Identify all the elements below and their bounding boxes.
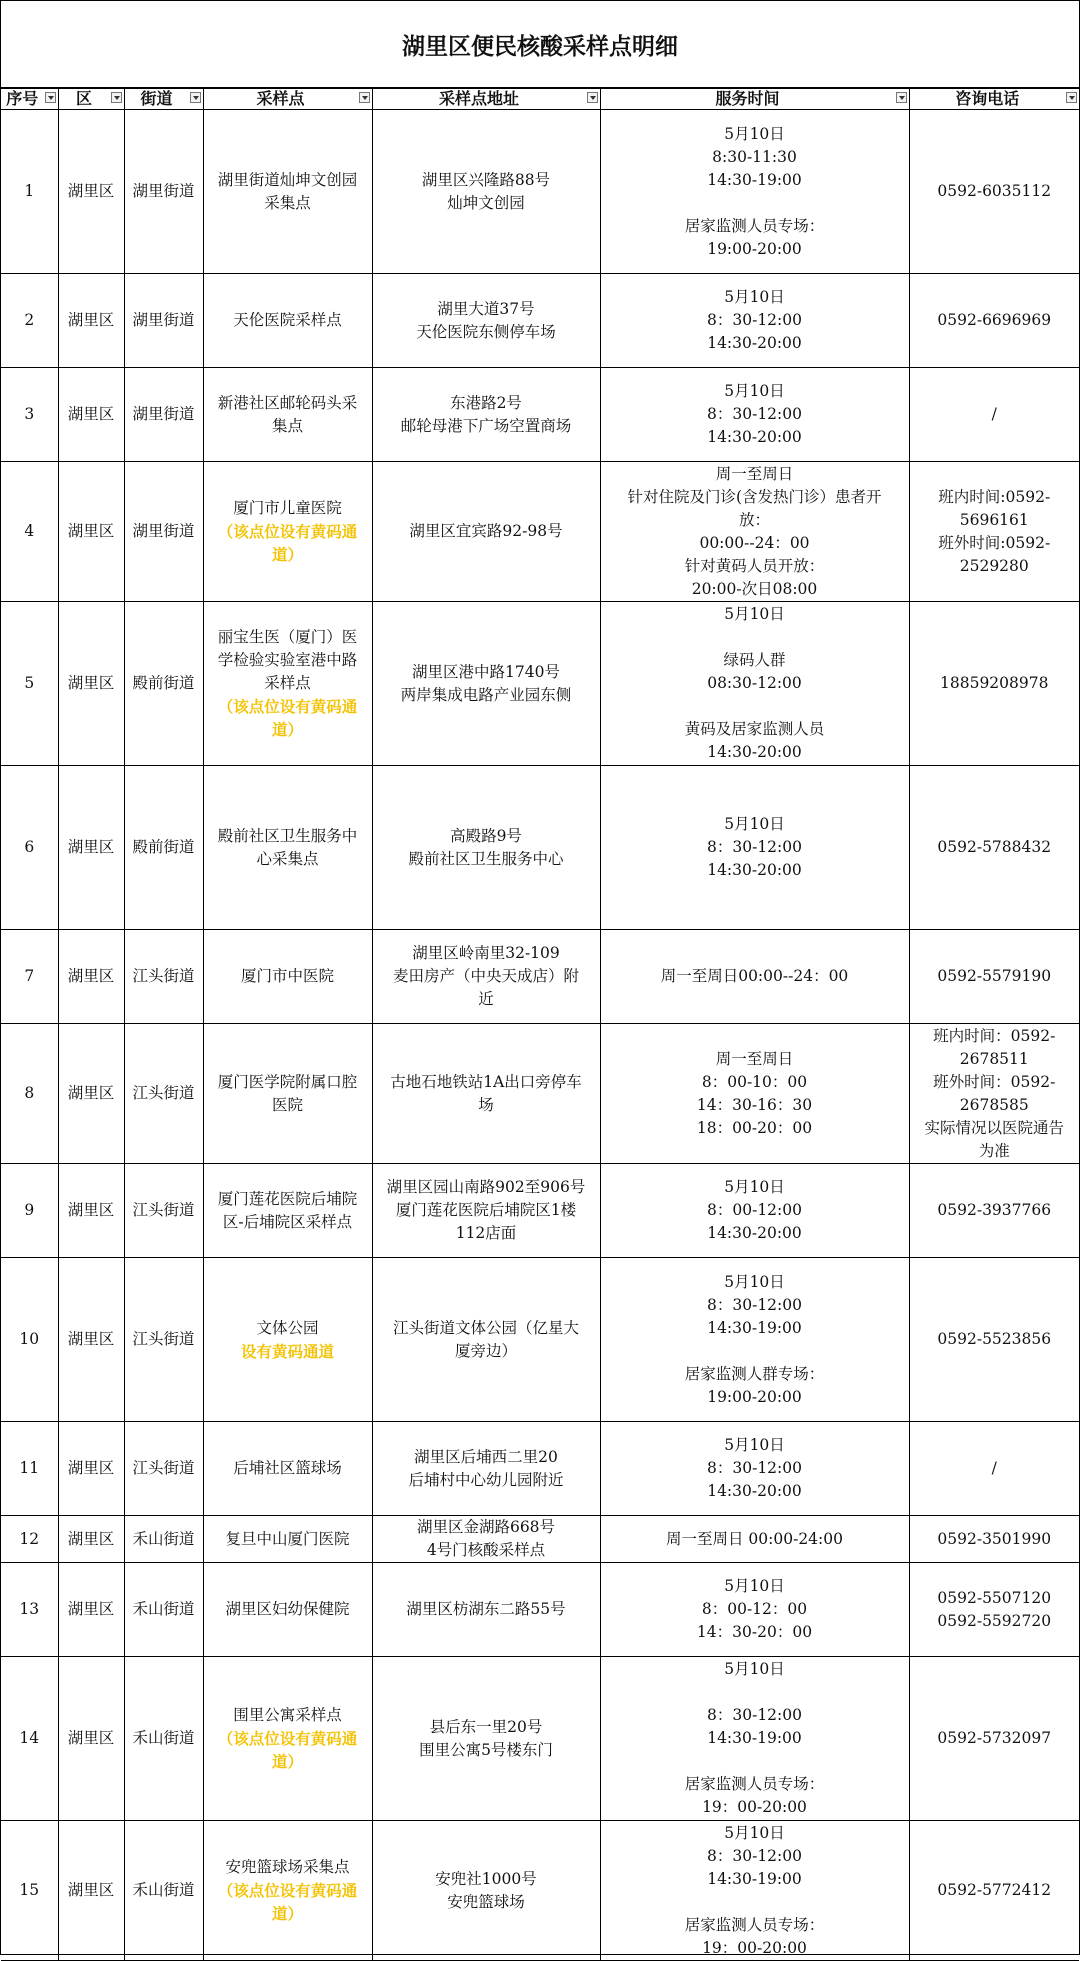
cell-no-text: 1 bbox=[24, 182, 35, 200]
cell-phone-text: 0592-5772412 bbox=[937, 1881, 1052, 1899]
cell-no-text: 5 bbox=[24, 674, 35, 692]
cell-address-text: 江头街道文体公园（亿星大 厦旁边） bbox=[392, 1318, 579, 1360]
cell-district[interactable] bbox=[58, 1516, 124, 1563]
filter-dropdown-icon[interactable] bbox=[587, 92, 598, 103]
cell-hours[interactable] bbox=[600, 110, 909, 274]
cell-phone-text: 班内时间：0592- 2678511 班外时间：0592- 2678585 实际情况以医院通告 为准 bbox=[924, 1026, 1064, 1160]
cell-street-text: 江头街道 bbox=[132, 967, 195, 985]
table-row bbox=[1, 1516, 1079, 1563]
column-header-district: 区 bbox=[58, 89, 124, 110]
cell-address[interactable] bbox=[372, 274, 600, 368]
filter-dropdown-icon[interactable] bbox=[45, 92, 56, 103]
cell-hours-text: 周一至周日 00:00-24:00 bbox=[665, 1529, 843, 1548]
cell-street-text: 禾山街道 bbox=[132, 1729, 195, 1747]
table-row bbox=[1, 1258, 1079, 1422]
cell-hours[interactable] bbox=[600, 1563, 909, 1657]
column-header-phone: 咨询电话 bbox=[909, 89, 1079, 110]
cell-district[interactable] bbox=[58, 1657, 124, 1821]
cell-street[interactable] bbox=[124, 766, 203, 930]
cell-address[interactable] bbox=[372, 110, 600, 274]
cell-street-text: 江头街道 bbox=[132, 1084, 195, 1102]
cell-phone[interactable] bbox=[909, 1258, 1079, 1422]
cell-address[interactable] bbox=[372, 1821, 600, 1961]
column-header-street: 街道 bbox=[124, 89, 203, 110]
cell-site[interactable] bbox=[203, 1821, 372, 1961]
cell-address[interactable] bbox=[372, 1258, 600, 1422]
cell-phone[interactable] bbox=[909, 110, 1079, 274]
cell-street[interactable] bbox=[124, 368, 203, 462]
cell-district[interactable] bbox=[58, 602, 124, 766]
cell-site-text: 厦门莲花医院后埔院 区-后埔院区采样点 bbox=[217, 1189, 358, 1231]
cell-district[interactable] bbox=[58, 930, 124, 1024]
cell-district-text: 湖里区 bbox=[67, 1459, 115, 1477]
table-row bbox=[1, 274, 1079, 368]
cell-phone[interactable] bbox=[909, 766, 1079, 930]
yellow-code-channel-note: 设有黄码通道 bbox=[240, 1341, 334, 1361]
column-header-hours: 服务时间 bbox=[600, 89, 909, 110]
cell-hours[interactable] bbox=[600, 1164, 909, 1258]
cell-address-text: 湖里区岭南里32-109 麦田房产（中央天成店）附 近 bbox=[392, 944, 579, 1008]
cell-phone-text: / bbox=[991, 405, 997, 423]
cell-site-text: 湖里区妇幼保健院 bbox=[225, 1600, 350, 1618]
cell-street[interactable] bbox=[124, 930, 203, 1024]
cell-hours[interactable] bbox=[600, 1821, 909, 1961]
yellow-code-channel-note: （该点位设有黄码通 道） bbox=[217, 1881, 358, 1923]
cell-hours[interactable] bbox=[600, 1024, 909, 1164]
cell-phone-text: 班内时间:0592- 5696161 班外时间:0592- 2529280 bbox=[938, 487, 1051, 575]
cell-street-text: 禾山街道 bbox=[132, 1600, 195, 1618]
cell-phone[interactable] bbox=[909, 274, 1079, 368]
cell-hours-text: 周一至周日 8：00-10：00 14：30-16：30 18：00-20：00 bbox=[696, 1049, 813, 1137]
cell-no-text: 8 bbox=[24, 1084, 35, 1102]
cell-no-text: 9 bbox=[24, 1201, 35, 1219]
cell-hours[interactable] bbox=[600, 602, 909, 766]
cell-address-text: 古地石地铁站1A出口旁停车 场 bbox=[390, 1072, 582, 1114]
cell-phone[interactable] bbox=[909, 1563, 1079, 1657]
cell-district[interactable] bbox=[58, 1821, 124, 1961]
filter-dropdown-icon[interactable] bbox=[111, 92, 122, 103]
cell-hours[interactable] bbox=[600, 1258, 909, 1422]
cell-address-text: 湖里区宜宾路92-98号 bbox=[409, 522, 563, 540]
cell-district-text: 湖里区 bbox=[67, 1330, 115, 1348]
yellow-code-channel-note: （该点位设有黄码通 道） bbox=[217, 1729, 358, 1771]
cell-no-text: 13 bbox=[19, 1600, 40, 1618]
cell-address-text: 县后东一里20号 围里公寓5号楼东门 bbox=[419, 1717, 553, 1759]
cell-no[interactable] bbox=[1, 1422, 58, 1516]
cell-street[interactable] bbox=[124, 110, 203, 274]
cell-district[interactable] bbox=[58, 1563, 124, 1657]
cell-address[interactable] bbox=[372, 602, 600, 766]
cell-site-text: 殿前社区卫生服务中 心采集点 bbox=[217, 826, 358, 868]
cell-phone[interactable] bbox=[909, 602, 1079, 766]
cell-no[interactable] bbox=[1, 274, 58, 368]
cell-street-text: 禾山街道 bbox=[132, 1529, 195, 1548]
cell-address[interactable] bbox=[372, 1164, 600, 1258]
cell-site[interactable] bbox=[203, 1657, 372, 1821]
cell-site[interactable] bbox=[203, 462, 372, 602]
cell-address[interactable] bbox=[372, 1516, 600, 1563]
cell-district-text: 湖里区 bbox=[67, 1729, 115, 1747]
cell-street-text: 湖里街道 bbox=[132, 522, 195, 540]
cell-site[interactable] bbox=[203, 1164, 372, 1258]
cell-district-text: 湖里区 bbox=[67, 674, 115, 692]
cell-district[interactable] bbox=[58, 274, 124, 368]
filter-dropdown-icon[interactable] bbox=[1066, 92, 1077, 103]
cell-hours[interactable] bbox=[600, 766, 909, 930]
cell-address[interactable] bbox=[372, 1024, 600, 1164]
cell-site[interactable] bbox=[203, 110, 372, 274]
cell-no-text: 11 bbox=[19, 1459, 40, 1477]
table-row bbox=[1, 1422, 1079, 1516]
filter-dropdown-icon[interactable] bbox=[896, 92, 907, 103]
cell-phone-text: 0592-5732097 bbox=[937, 1729, 1052, 1747]
cell-district[interactable] bbox=[58, 462, 124, 602]
header-row bbox=[1, 89, 1079, 110]
cell-site[interactable] bbox=[203, 602, 372, 766]
table-row bbox=[1, 368, 1079, 462]
cell-site[interactable] bbox=[203, 274, 372, 368]
cell-phone-text: 0592-5523856 bbox=[937, 1330, 1052, 1348]
table-row bbox=[1, 766, 1079, 930]
cell-site[interactable] bbox=[203, 930, 372, 1024]
cell-hours-text: 5月10日 8：30-12:00 14:30-20:00 bbox=[707, 288, 802, 352]
table-row bbox=[1, 930, 1079, 1024]
cell-site-text: 复旦中山厦门医院 bbox=[225, 1529, 350, 1548]
cell-street[interactable] bbox=[124, 1164, 203, 1258]
cell-district-text: 湖里区 bbox=[67, 838, 115, 856]
cell-hours-text: 5月10日 8：30-12:00 14:30-20:00 bbox=[707, 815, 802, 879]
cell-street-text: 江头街道 bbox=[132, 1330, 195, 1348]
column-header-no: 序号 bbox=[1, 89, 58, 110]
cell-site-text: 厦门市中医院 bbox=[240, 967, 334, 985]
cell-phone[interactable] bbox=[909, 1821, 1079, 1961]
cell-phone[interactable] bbox=[909, 1516, 1079, 1563]
table-row bbox=[1, 602, 1079, 766]
cell-hours[interactable] bbox=[600, 368, 909, 462]
cell-street[interactable] bbox=[124, 1563, 203, 1657]
cell-street-text: 江头街道 bbox=[132, 1459, 195, 1477]
cell-site-text: 厦门市儿童医院 bbox=[233, 499, 342, 517]
cell-street-text: 湖里街道 bbox=[132, 311, 195, 329]
cell-hours[interactable] bbox=[600, 274, 909, 368]
cell-district[interactable] bbox=[58, 766, 124, 930]
cell-phone-text: 0592-3937766 bbox=[937, 1201, 1052, 1219]
filter-dropdown-icon[interactable] bbox=[190, 92, 201, 103]
cell-site[interactable] bbox=[203, 1422, 372, 1516]
cell-hours-text: 5月10日 8：30-12:00 14:30-20:00 bbox=[707, 382, 802, 446]
cell-no-text: 10 bbox=[19, 1330, 40, 1348]
cell-site[interactable] bbox=[203, 1563, 372, 1657]
cell-no-text: 7 bbox=[24, 967, 35, 985]
table-row bbox=[1, 1164, 1079, 1258]
table-row bbox=[1, 462, 1079, 602]
cell-district-text: 湖里区 bbox=[67, 1201, 115, 1219]
cell-hours-text: 5月10日 绿码人群 08:30-12:00 黄码及居家监测人员 14:30-20:00 bbox=[684, 605, 825, 761]
cell-street-text: 湖里街道 bbox=[132, 182, 195, 200]
cell-no[interactable] bbox=[1, 1821, 58, 1961]
cell-site-text: 天伦医院采样点 bbox=[233, 311, 342, 329]
cell-hours[interactable] bbox=[600, 930, 909, 1024]
cell-address-text: 湖里区金湖路668号 4号门核酸采样点 bbox=[416, 1518, 556, 1559]
cell-phone[interactable] bbox=[909, 930, 1079, 1024]
cell-phone[interactable] bbox=[909, 1422, 1079, 1516]
cell-no-text: 14 bbox=[19, 1729, 40, 1747]
yellow-code-channel-note: （该点位设有黄码通 道） bbox=[217, 522, 358, 564]
cell-district[interactable] bbox=[58, 1024, 124, 1164]
cell-street[interactable] bbox=[124, 1422, 203, 1516]
cell-district[interactable] bbox=[58, 1164, 124, 1258]
cell-hours[interactable] bbox=[600, 462, 909, 602]
cell-phone-text: 0592-6696969 bbox=[937, 311, 1052, 329]
cell-site-text: 丽宝生医（厦门）医 学检验实验室港中路 采样点 bbox=[217, 628, 358, 692]
cell-site-text: 安兜篮球场采集点 bbox=[225, 1858, 350, 1876]
cell-address-text: 安兜社1000号 安兜篮球场 bbox=[435, 1869, 537, 1911]
cell-street[interactable] bbox=[124, 1516, 203, 1563]
cell-address[interactable] bbox=[372, 462, 600, 602]
table-row bbox=[1, 110, 1079, 274]
cell-phone[interactable] bbox=[909, 368, 1079, 462]
cell-hours-text: 5月10日 8：00-12:00 14:30-20:00 bbox=[707, 1178, 802, 1242]
cell-no-text: 2 bbox=[24, 311, 35, 329]
yellow-code-channel-note: （该点位设有黄码通 道） bbox=[217, 697, 358, 739]
cell-address[interactable] bbox=[372, 930, 600, 1024]
cell-street[interactable] bbox=[124, 462, 203, 602]
cell-street[interactable] bbox=[124, 1657, 203, 1821]
cell-phone[interactable] bbox=[909, 1657, 1079, 1821]
cell-no[interactable] bbox=[1, 1024, 58, 1164]
cell-site-text: 围里公寓采样点 bbox=[233, 1706, 342, 1724]
cell-hours-text: 周一至周日 针对住院及门诊(含发热门诊）患者开 放： 00:00--24：00 针对黄码人员开放： 20:00-次日08:00 bbox=[627, 464, 882, 598]
cell-address[interactable] bbox=[372, 1657, 600, 1821]
cell-address-text: 湖里大道37号 天伦医院东侧停车场 bbox=[416, 299, 556, 341]
table-row bbox=[1, 1657, 1079, 1821]
cell-phone-text: 0592-3501990 bbox=[937, 1529, 1052, 1548]
filter-dropdown-icon[interactable] bbox=[359, 92, 370, 103]
cell-no[interactable] bbox=[1, 1164, 58, 1258]
cell-no[interactable] bbox=[1, 602, 58, 766]
sheet-title: 湖里区便民核酸采样点明细 bbox=[1, 1, 1079, 88]
cell-phone-text: 0592-6035112 bbox=[937, 182, 1052, 200]
column-header-address: 采样点地址 bbox=[372, 89, 600, 110]
cell-district-text: 湖里区 bbox=[67, 967, 115, 985]
cell-address-text: 湖里区枋湖东二路55号 bbox=[406, 1600, 566, 1618]
cell-district-text: 湖里区 bbox=[67, 1084, 115, 1102]
cell-address-text: 东港路2号 邮轮母港下广场空置商场 bbox=[400, 393, 572, 435]
cell-no[interactable] bbox=[1, 462, 58, 602]
cell-site-text: 新港社区邮轮码头采 集点 bbox=[217, 393, 358, 435]
cell-street[interactable] bbox=[124, 1821, 203, 1961]
cell-site[interactable] bbox=[203, 1516, 372, 1563]
cell-hours-text: 5月10日 8：30-12:00 14:30-19:00 居家监测人群专场： 19:00-20:00 bbox=[684, 1272, 825, 1406]
cell-address[interactable] bbox=[372, 1563, 600, 1657]
cell-hours-text: 5月10日 8：00-12：00 14：30-20：00 bbox=[696, 1577, 813, 1641]
sampling-site-table bbox=[1, 88, 1079, 1961]
cell-site[interactable] bbox=[203, 766, 372, 930]
cell-street[interactable] bbox=[124, 274, 203, 368]
cell-street-text: 殿前街道 bbox=[132, 674, 195, 692]
cell-district-text: 湖里区 bbox=[67, 405, 115, 423]
cell-street[interactable] bbox=[124, 602, 203, 766]
cell-hours-text: 5月10日 8：30-12:00 14:30-20:00 bbox=[707, 1436, 802, 1500]
cell-address-text: 湖里区兴隆路88号 灿坤文创园 bbox=[421, 170, 551, 212]
cell-street[interactable] bbox=[124, 1258, 203, 1422]
cell-district[interactable] bbox=[58, 368, 124, 462]
cell-site-text: 湖里街道灿坤文创园 采集点 bbox=[217, 170, 358, 212]
cell-no[interactable] bbox=[1, 1258, 58, 1422]
cell-district-text: 湖里区 bbox=[67, 1529, 115, 1548]
cell-district[interactable] bbox=[58, 1422, 124, 1516]
cell-hours-text: 5月10日 8：30-12:00 14:30-19:00 居家监测人员专场： 19：00-20:00 bbox=[684, 1823, 825, 1957]
cell-no-text: 3 bbox=[24, 405, 35, 423]
cell-no[interactable] bbox=[1, 1516, 58, 1563]
cell-district-text: 湖里区 bbox=[67, 522, 115, 540]
cell-no[interactable] bbox=[1, 1657, 58, 1821]
cell-no[interactable] bbox=[1, 110, 58, 274]
cell-hours[interactable] bbox=[600, 1422, 909, 1516]
cell-street-text: 殿前街道 bbox=[132, 838, 195, 856]
cell-site[interactable] bbox=[203, 1258, 372, 1422]
cell-site[interactable] bbox=[203, 368, 372, 462]
cell-hours-text: 5月10日 8：30-12:00 14:30-19:00 居家监测人员专场： 19：00-20:00 bbox=[684, 1660, 825, 1816]
cell-address[interactable] bbox=[372, 1422, 600, 1516]
cell-hours-text: 周一至周日00:00--24：00 bbox=[660, 967, 849, 985]
cell-address-text: 高殿路9号 殿前社区卫生服务中心 bbox=[408, 826, 564, 868]
cell-district-text: 湖里区 bbox=[67, 311, 115, 329]
cell-street[interactable] bbox=[124, 1024, 203, 1164]
cell-hours[interactable] bbox=[600, 1657, 909, 1821]
cell-no-text: 12 bbox=[19, 1529, 40, 1548]
column-header-site: 采样点 bbox=[203, 89, 372, 110]
cell-no[interactable] bbox=[1, 766, 58, 930]
cell-phone-text: / bbox=[991, 1459, 997, 1477]
cell-district[interactable] bbox=[58, 1258, 124, 1422]
cell-no-text: 4 bbox=[24, 522, 35, 540]
cell-hours[interactable] bbox=[600, 1516, 909, 1563]
cell-phone-text: 18859208978 bbox=[940, 674, 1049, 692]
cell-district-text: 湖里区 bbox=[67, 182, 115, 200]
cell-address-text: 湖里区园山南路902至906号 厦门莲花医院后埔院区1楼 112店面 bbox=[386, 1178, 586, 1242]
cell-phone[interactable] bbox=[909, 462, 1079, 602]
cell-hours-text: 5月10日 8:30-11:30 14:30-19:00 居家监测人员专场： 19:00-20:00 bbox=[684, 124, 825, 258]
cell-address[interactable] bbox=[372, 766, 600, 930]
cell-no[interactable] bbox=[1, 368, 58, 462]
cell-address-text: 湖里区后埔西二里20 后埔村中心幼儿园附近 bbox=[408, 1447, 564, 1489]
table-row bbox=[1, 1024, 1079, 1164]
cell-district-text: 湖里区 bbox=[67, 1881, 115, 1899]
cell-site-text: 后埔社区篮球场 bbox=[233, 1459, 342, 1477]
table-row bbox=[1, 1563, 1079, 1657]
cell-street-text: 湖里街道 bbox=[132, 405, 195, 423]
cell-street-text: 禾山街道 bbox=[132, 1881, 195, 1899]
cell-district-text: 湖里区 bbox=[67, 1600, 115, 1618]
cell-street-text: 江头街道 bbox=[132, 1201, 195, 1219]
cell-no[interactable] bbox=[1, 1563, 58, 1657]
cell-site-text: 文体公园 bbox=[256, 1318, 319, 1337]
cell-site[interactable] bbox=[203, 1024, 372, 1164]
cell-address-text: 湖里区港中路1740号 两岸集成电路产业园东侧 bbox=[400, 662, 572, 704]
cell-phone[interactable] bbox=[909, 1024, 1079, 1164]
cell-no-text: 15 bbox=[19, 1881, 40, 1899]
table-row bbox=[1, 1821, 1079, 1961]
cell-site-text: 厦门医学院附属口腔 医院 bbox=[217, 1072, 358, 1114]
cell-phone-text: 0592-5788432 bbox=[937, 838, 1052, 856]
cell-no-text: 6 bbox=[24, 838, 35, 856]
cell-phone-text: 0592-5507120 0592-5592720 bbox=[937, 1588, 1052, 1630]
cell-phone[interactable] bbox=[909, 1164, 1079, 1258]
cell-address[interactable] bbox=[372, 368, 600, 462]
cell-no[interactable] bbox=[1, 930, 58, 1024]
cell-district[interactable] bbox=[58, 110, 124, 274]
cell-phone-text: 0592-5579190 bbox=[937, 967, 1052, 985]
